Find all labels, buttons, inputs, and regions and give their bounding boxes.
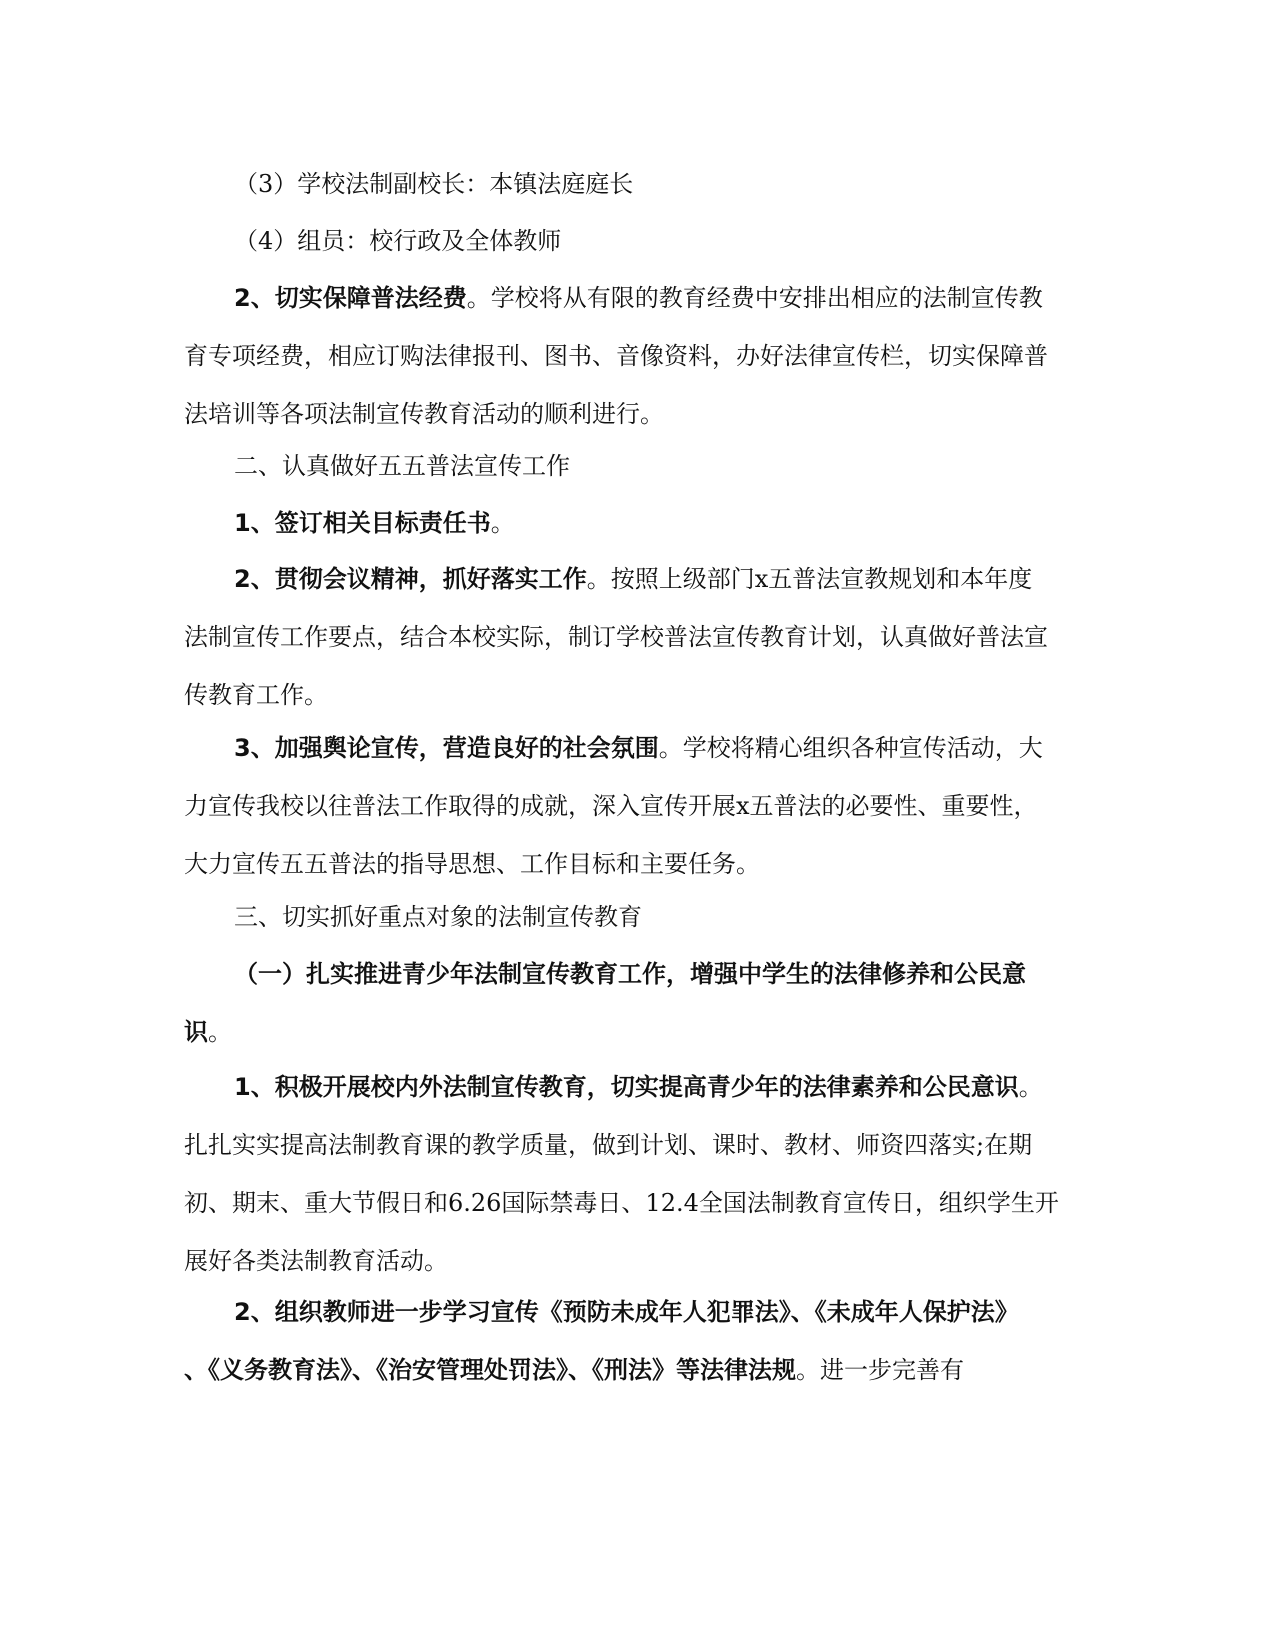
- paragraph-sign-responsibility: [184, 494, 1084, 552]
- bold-heading: 识: [184, 1018, 208, 1046]
- text-line: （4）组员：校行政及全体教师: [234, 227, 562, 255]
- text-line: [184, 269, 1084, 327]
- text-line: [184, 1341, 1084, 1399]
- paragraph-vice-principal: [184, 155, 1084, 213]
- paragraph-campus-education: [184, 1058, 1084, 1290]
- text-line: （3）学校法制副校长：本镇法庭庭长: [234, 170, 634, 198]
- bold-heading: 3、加强舆论宣传，营造良好的社会氛围: [234, 734, 659, 762]
- bold-heading: 1、签订相关目标责任书: [234, 509, 491, 537]
- text-line: 扎扎实实提高法制教育课的教学质量，做到计划、课时、教材、师资四落实;在期: [184, 1131, 1033, 1159]
- text-line: 力宣传我校以往普法工作取得的成就，深入宣传开展x五普法的必要性、重要性，: [184, 792, 1038, 820]
- paragraph-implement: [184, 550, 1084, 724]
- paragraph-publicity: [184, 719, 1084, 893]
- bold-heading: 、《义务教育法》、《治安管理处罚法》、《刑法》等法律法规: [184, 1356, 796, 1384]
- text-run: 。进一步完善有: [796, 1356, 964, 1384]
- text-line: （一）扎实推进青少年法制宣传教育工作，增强中学生的法律修养和公民意: [234, 960, 1026, 988]
- bold-heading: 2、切实保障普法经费: [234, 284, 467, 312]
- bold-heading: 2、贯彻会议精神，抓好落实工作: [234, 565, 587, 593]
- paragraph-youth-education: [184, 945, 1084, 1061]
- text-line: [184, 494, 1084, 552]
- text-run: 。: [1018, 1073, 1043, 1101]
- bold-heading: 1、积极开展校内外法制宣传教育，切实提高青少年的法律素养和公民意识: [234, 1073, 1019, 1101]
- text-run: 。: [208, 1018, 232, 1046]
- text-line: [184, 1058, 1084, 1116]
- paragraph-members: [184, 212, 1084, 270]
- text-line: [184, 1003, 1084, 1061]
- text-line: 法制宣传工作要点，结合本校实际，制订学校普法宣传教育计划，认真做好普法宣: [184, 623, 1048, 651]
- text-run: 。学校将从有限的教育经费中安排出相应的法制宣传教: [466, 284, 1043, 312]
- text-run: 。: [490, 509, 515, 537]
- text-line: 传教育工作。: [184, 681, 328, 709]
- text-line: 大力宣传五五普法的指导思想、工作目标和主要任务。: [184, 850, 760, 878]
- text-line: [184, 719, 1084, 777]
- text-line: 展好各类法制教育活动。: [184, 1247, 448, 1275]
- paragraph-teacher-study: [184, 1283, 1084, 1399]
- text-run: 。按照上级部门x五普法宣教规划和本年度: [586, 565, 1033, 593]
- text-run: 。学校将精心组织各种宣传活动，大: [658, 734, 1043, 762]
- text-line: 育专项经费，相应订购法律报刊、图书、音像资料，办好法律宣传栏，切实保障普: [184, 342, 1048, 370]
- text-line: 2、组织教师进一步学习宣传《预防未成年人犯罪法》、《未成年人保护法》: [234, 1298, 1019, 1326]
- paragraph-funding: [184, 269, 1084, 443]
- section-heading-2: [184, 437, 1084, 495]
- text-line: 法培训等各项法制宣传教育活动的顺利进行。: [184, 400, 664, 428]
- text-line: 三、切实抓好重点对象的法制宣传教育: [234, 903, 642, 931]
- text-line: 初、期末、重大节假日和6.26国际禁毒日、12.4全国法制教育宣传日，组织学生开: [184, 1189, 1059, 1217]
- section-heading-3: [184, 888, 1084, 946]
- text-line: 二、认真做好五五普法宣传工作: [234, 452, 570, 480]
- text-line: [184, 550, 1084, 608]
